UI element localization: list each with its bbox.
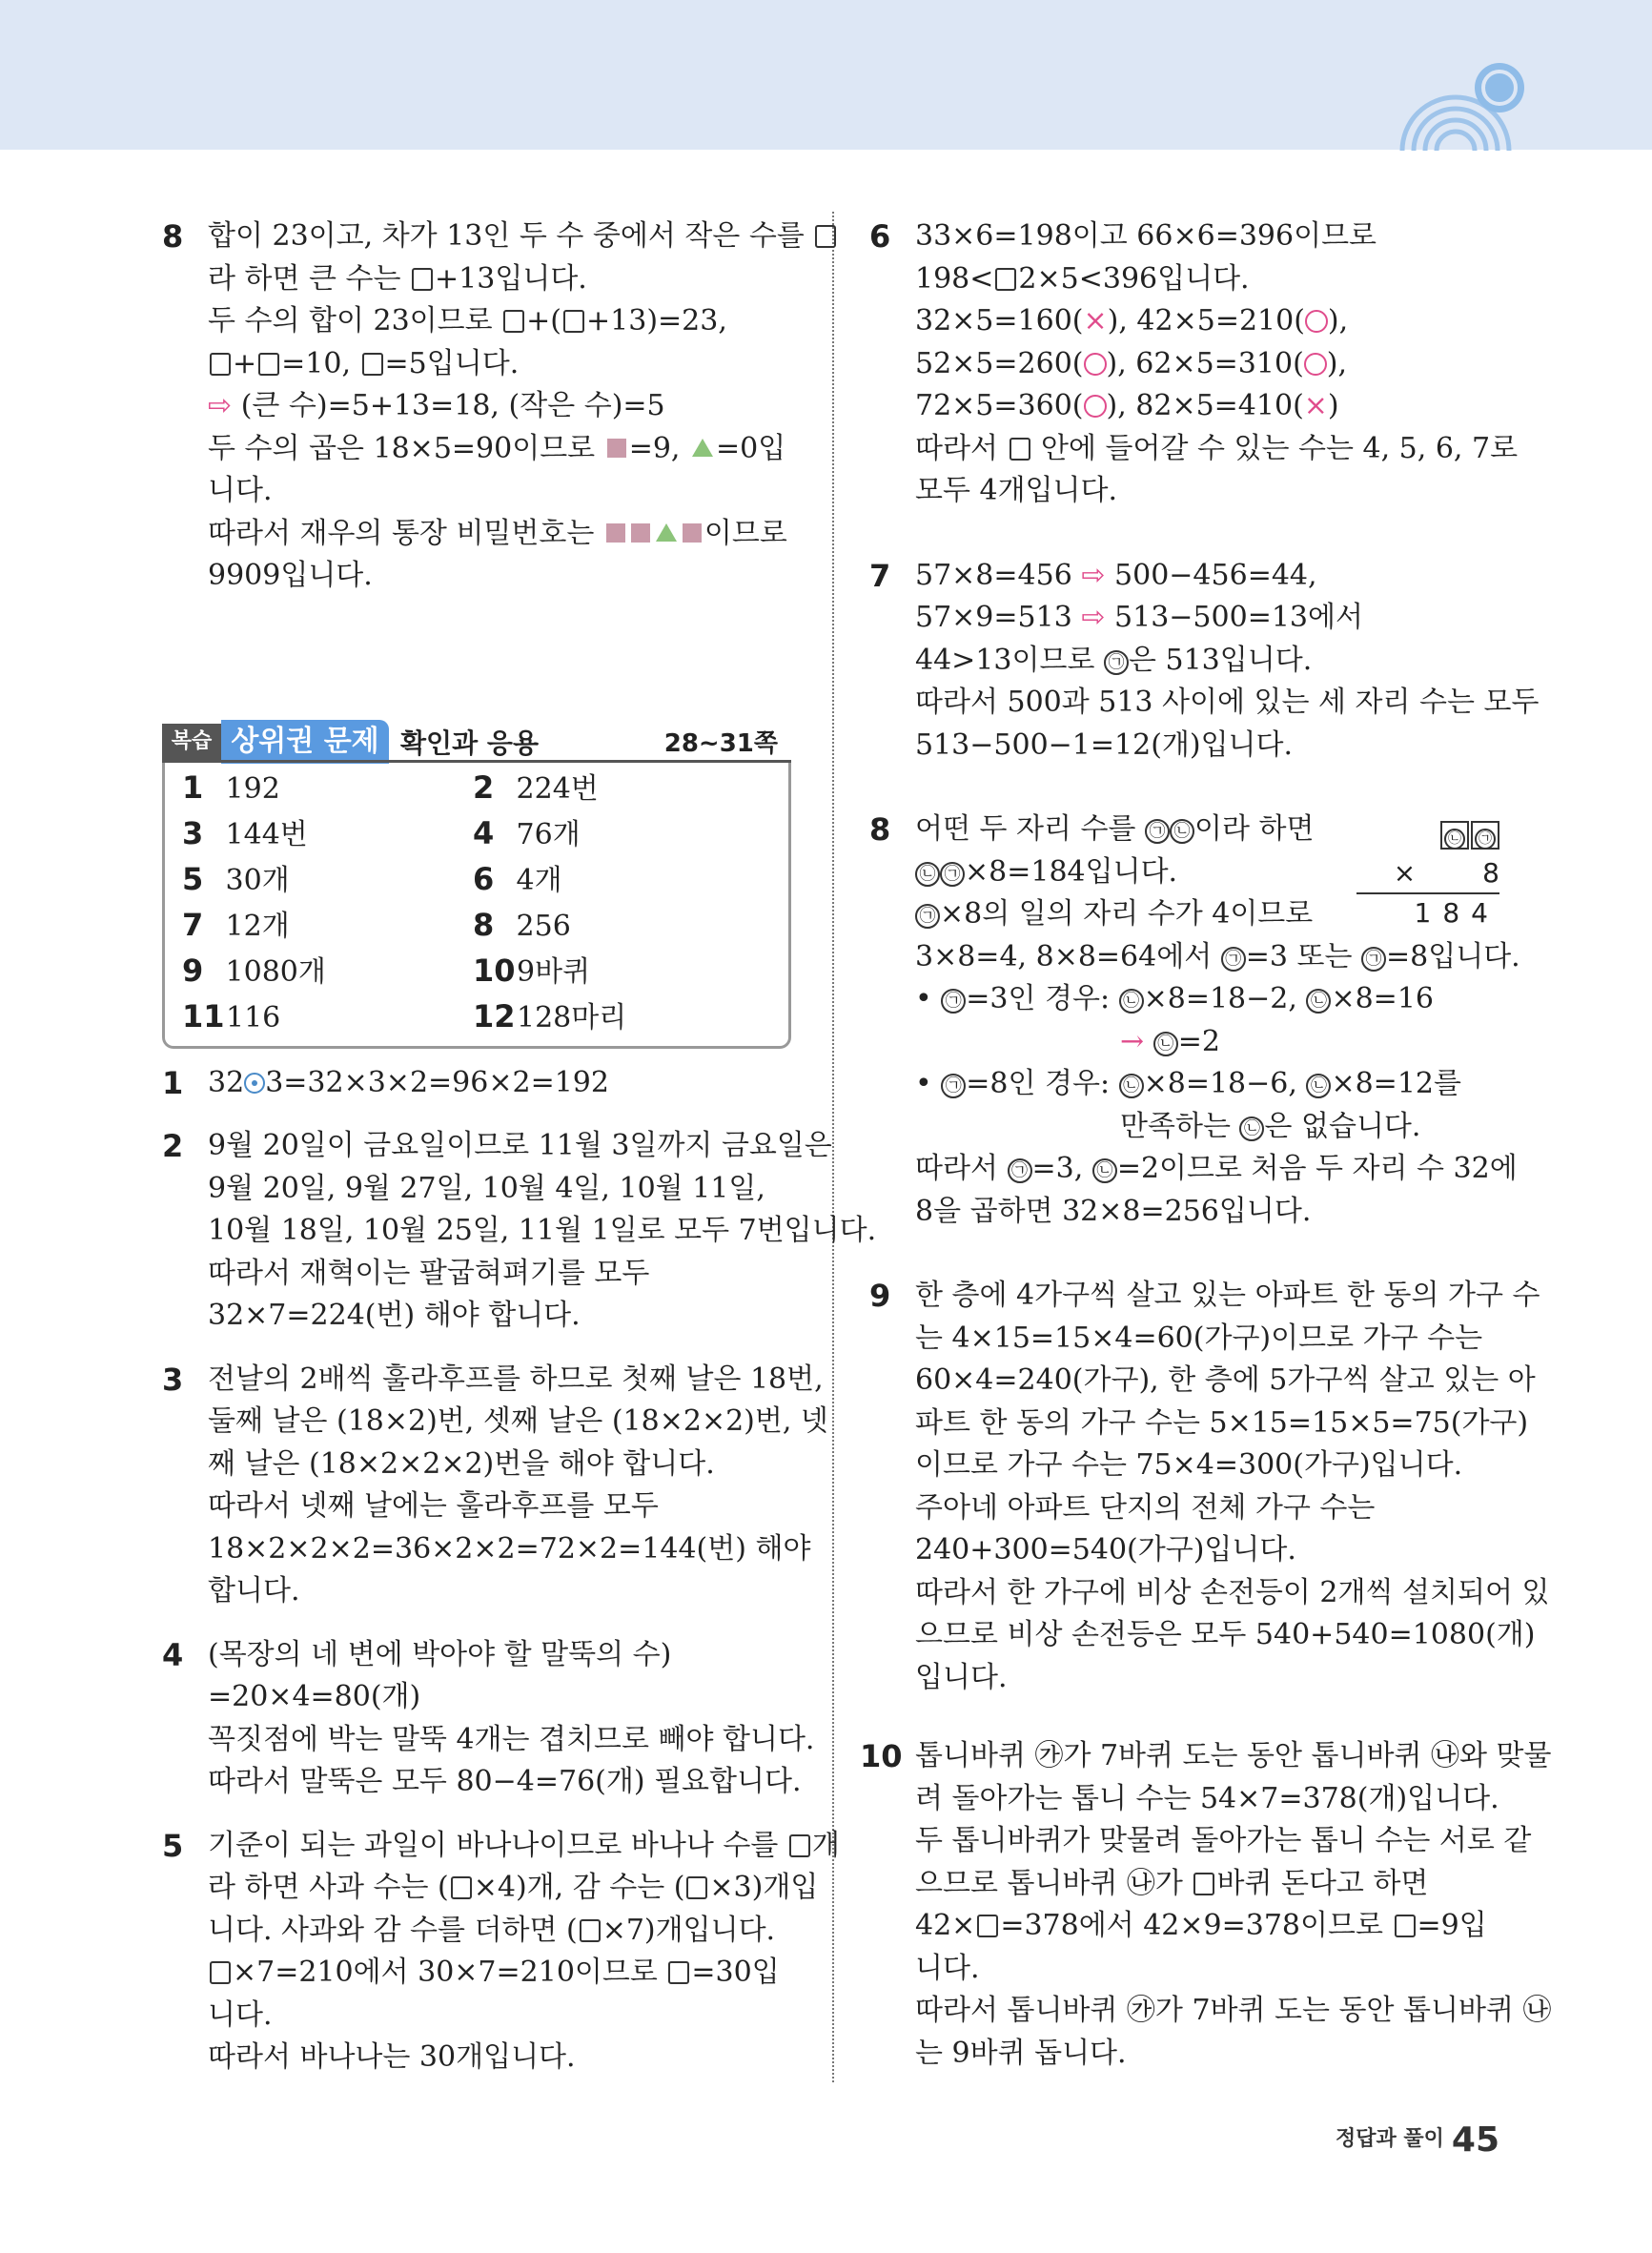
text: 10월 18일, 10월 25일, 11월 1일로 모두 7번입니다. [208, 1214, 877, 1247]
text: 따라서 [915, 431, 998, 465]
blank-box [1395, 1915, 1416, 1937]
circled-letter-icon: ㉠ [1145, 819, 1170, 844]
problem-number: 10 [860, 1738, 903, 1774]
text: =3 또는 [1245, 939, 1353, 973]
blank-box [503, 310, 524, 333]
right-column [860, 215, 1552, 2075]
text: +13)=23, [586, 304, 727, 338]
solution-7 [869, 555, 1540, 768]
solution-9 [869, 1275, 1550, 1699]
circled-letter-icon: ㉡ [1239, 1116, 1264, 1141]
text: =378에서 42×9=378이므로 [1000, 1909, 1383, 1942]
circled-letter-icon: ㉠ [1221, 947, 1246, 972]
answer-item: 5 30개 [182, 860, 290, 897]
text: 32×5=160( [915, 304, 1084, 338]
text: 513−500=13에서 [1114, 601, 1363, 634]
text: (큰 수)=5+13=18, (작은 수)=5 [240, 389, 665, 422]
text: 라 하면 큰 수는 [208, 261, 401, 296]
problem-number: 8 [162, 218, 184, 255]
text: =9, [628, 431, 681, 465]
correct-circle-icon [1305, 310, 1328, 333]
solution-1 [162, 1062, 796, 1105]
text: 째 날은 (18×2×2×2)번을 해야 합니다. [208, 1446, 715, 1481]
blank-box [412, 268, 433, 291]
text: 42× [915, 1909, 976, 1942]
text: 파트 한 동의 가구 수는 5×15=15×5=75(가구) [915, 1405, 1529, 1440]
arrow-icon: → [1120, 1024, 1145, 1058]
text: 만족하는 [1120, 1109, 1231, 1143]
circled-letter-icon: ㉡ [1119, 989, 1144, 1014]
solution-2 [162, 1125, 877, 1338]
digit-box [1440, 821, 1469, 850]
problem-number: 3 [162, 1361, 184, 1398]
text: =30입 [691, 1956, 780, 1989]
answer-item: 7 12개 [182, 906, 290, 943]
blank-box [789, 1834, 810, 1857]
text: 3×8=4, 8×8=64에서 [915, 939, 1213, 973]
text: ×8의 일의 자리 수가 4이므로 [940, 897, 1314, 931]
text: 44>13이므로 [915, 643, 1095, 677]
text: ×4)개, 감 수는 ( [473, 1871, 685, 1904]
solution-3 [162, 1359, 828, 1613]
text: 198< [915, 261, 994, 296]
text: 따라서 톱니바퀴 ㉮가 7바퀴 도는 동안 톱니바퀴 ㉯ [915, 1994, 1552, 2027]
blank-box [563, 310, 584, 333]
text: 따라서 넷째 날에는 훌라후프를 모두 [208, 1489, 659, 1523]
text: 32×7=224(번) 해야 합니다. [208, 1299, 581, 1332]
text: 32 [208, 1065, 245, 1099]
blank-box [668, 1961, 689, 1984]
text: 둘째 날은 (18×2)번, 셋째 날은 (18×2×2)번, 넷 [208, 1404, 828, 1438]
answer-item: 11116 [182, 997, 281, 1034]
answer-item: 2 224번 [473, 768, 599, 806]
text: + [233, 346, 257, 380]
text: 기준이 되는 과일이 바나나이므로 바나나 수를 [208, 1828, 779, 1862]
text: 이므로 [704, 516, 787, 550]
text: 3=32×3×2=96×2=192 [265, 1065, 609, 1099]
arrow-right-icon: ⇨ [208, 389, 233, 422]
text: ×8=184입니다. [965, 854, 1178, 889]
text: ) [1327, 389, 1339, 422]
circled-letter-icon: ㉠ [1475, 829, 1496, 850]
text: 꼭짓점에 박는 말뚝 4개는 겹치므로 빼야 합니다. [208, 1722, 815, 1756]
text: 따라서 [915, 1152, 998, 1185]
problem-number: 1 [162, 1064, 184, 1101]
answer-item: 1 192 [182, 768, 280, 806]
header-rule [162, 760, 791, 763]
footer-label: 정답과 풀이 [1335, 2127, 1444, 2151]
text: 으므로 톱니바퀴 ㉯가 [915, 1866, 1183, 1900]
text: 합니다. [208, 1574, 300, 1608]
text: 따라서 말뚝은 모두 80−4=76(개) 필요합니다. [208, 1765, 802, 1798]
text: × [1393, 857, 1417, 889]
bullet: • [915, 1067, 932, 1100]
column-divider [832, 212, 834, 2082]
blank-box [210, 353, 231, 376]
text: =5입니다. [384, 346, 520, 380]
text: 은 513입니다. [1128, 643, 1313, 677]
text: =9입 [1417, 1909, 1487, 1942]
text: 합이 23이고, 차가 13인 두 수 중에서 작은 수를 [208, 219, 805, 253]
text: =20×4=80(개) [208, 1680, 421, 1713]
text: 바퀴 돈다고 하면 [1216, 1866, 1429, 1900]
text: ×8=12를 [1331, 1067, 1461, 1100]
text: 개 [811, 1828, 840, 1862]
wrong-mark: × [1303, 389, 1328, 422]
answer-item: 3 144번 [182, 814, 308, 851]
text: 52×5=260( [915, 346, 1084, 380]
page-number: 45 [1451, 2120, 1499, 2160]
text: 두 톱니바퀴가 맞물려 돌아가는 톱니 수는 서로 같 [915, 1824, 1532, 1857]
text: =8입니다. [1386, 939, 1520, 973]
text: 184 [1414, 897, 1499, 929]
text: 니다. [208, 1997, 273, 2032]
text: ×8=18−2, [1143, 982, 1297, 1015]
review-badge: 복습 [162, 724, 221, 760]
text: 8을 곱하면 32×8=256입니다. [915, 1194, 1312, 1228]
text: 라 하면 사과 수는 ( [208, 1871, 449, 1904]
left-column [162, 215, 877, 2079]
circled-letter-icon: ㉡ [1119, 1074, 1144, 1098]
text: 따라서 바나나는 30개입니다. [208, 2040, 576, 2074]
solution-6 [869, 215, 1519, 513]
text: 한 층에 4가구씩 살고 있는 아파트 한 동의 가구 수 [915, 1279, 1540, 1312]
text: 따라서 500과 513 사이에 있는 세 자리 수는 모두 [915, 686, 1540, 719]
text: 72×5=360( [915, 389, 1084, 422]
problem-number: 6 [869, 218, 891, 255]
green-triangle-icon [656, 523, 677, 542]
text: 이라 하면 [1194, 812, 1315, 846]
section-title: 상위권 문제 [221, 720, 389, 764]
wrong-mark: × [1083, 304, 1108, 338]
text: 240+300=540(가구)입니다. [915, 1533, 1296, 1567]
arrow-right-icon: ⇨ [1081, 558, 1106, 592]
green-triangle-icon [692, 439, 713, 457]
text: +13입니다. [435, 261, 587, 296]
circled-letter-icon: ㉡ [1444, 829, 1465, 850]
text: 니다. [915, 1951, 980, 1985]
correct-circle-icon [1084, 353, 1107, 376]
text: =8인 경우: [966, 1067, 1111, 1100]
text: 513−500−1=12(개)입니다. [915, 727, 1294, 762]
text: 9월 20일이 금요일이므로 11월 3일까지 금요일은 [208, 1129, 832, 1162]
problem-number: 2 [162, 1128, 184, 1164]
text: =10, [281, 346, 351, 380]
solution-8 [869, 809, 1520, 1233]
text: 따라서 한 가구에 비상 손전등이 2개씩 설치되어 있 [915, 1575, 1550, 1609]
text: =3인 경우: [966, 982, 1111, 1015]
text: ), 82×5=410( [1106, 389, 1304, 422]
top-band [0, 0, 1652, 150]
circled-letter-icon: ㉠ [915, 904, 940, 929]
pink-square-icon [607, 439, 626, 458]
problem-number: 5 [162, 1827, 184, 1864]
correct-circle-icon [1304, 353, 1327, 376]
text: 모두 4개입니다. [915, 474, 1118, 507]
text: ×7=210에서 30×7=210이므로 [233, 1956, 658, 1989]
circled-letter-icon: ㉡ [915, 862, 940, 887]
digit-box [1471, 821, 1499, 850]
text: 8 [1482, 857, 1499, 889]
answer-item: 6 4개 [473, 860, 562, 897]
text: 으므로 비상 손전등은 모두 540+540=1080(개) [915, 1618, 1536, 1651]
problem-number: 7 [869, 557, 891, 594]
text: 500−456=44, [1114, 558, 1317, 592]
solution-4 [162, 1634, 815, 1804]
text: 두 수의 곱은 18×5=90이므로 [208, 431, 596, 465]
problem-number: 4 [162, 1636, 184, 1673]
blank-box [1193, 1873, 1214, 1895]
solution-5 [162, 1825, 840, 2079]
circled-letter-icon: ㉠ [941, 1074, 966, 1098]
answer-grid [162, 762, 791, 1049]
circled-letter-icon: ㉡ [1153, 1032, 1178, 1056]
text: 18×2×2×2=36×2×2=72×2=144(번) 해야 [208, 1531, 811, 1566]
circled-letter-icon: ㉡ [1306, 989, 1331, 1014]
text: 어떤 두 자리 수를 [915, 812, 1136, 846]
text: 려 돌아가는 톱니 수는 54×7=378(개)입니다. [915, 1781, 1499, 1815]
section-header [162, 724, 791, 762]
text: 60×4=240(가구), 한 층에 5가구씩 살고 있는 아 [915, 1363, 1536, 1397]
page-footer [1336, 2120, 1499, 2160]
concentric-circles-decoration [1395, 55, 1528, 151]
text: ), [1327, 304, 1349, 338]
problem-number: 9 [869, 1278, 891, 1314]
text: =2 [1177, 1024, 1220, 1058]
blank-box [210, 1961, 231, 1984]
text: =0입 [716, 431, 786, 465]
text: 는 9바퀴 돕니다. [915, 2036, 1127, 2070]
blank-box [995, 268, 1016, 291]
text: 니다. 사과와 감 수를 더하면 ( [208, 1913, 578, 1947]
text: 두 수의 합이 23이므로 [208, 304, 493, 338]
text: 57×9=513 [915, 601, 1072, 634]
text: 9월 20일, 9월 27일, 10월 4일, 10월 11일, [208, 1171, 765, 1205]
problem-8-solution [162, 215, 805, 598]
answer-item: 109바퀴 [473, 952, 591, 989]
bullet: • [915, 982, 932, 1015]
answer-item: 12128마리 [473, 997, 627, 1034]
blank-box [451, 1876, 472, 1899]
operator-circle-icon [244, 1073, 265, 1094]
page-range: 28~31쪽 [663, 728, 778, 758]
circled-letter-icon: ㉠ [940, 862, 965, 887]
circled-letter-icon: ㉠ [1361, 947, 1386, 972]
answer-item: 9 1080개 [182, 952, 326, 989]
text: ×3)개입 [709, 1871, 819, 1904]
circled-letter-icon: ㉡ [1092, 1158, 1117, 1183]
text: +( [526, 304, 562, 338]
text: 이므로 가구 수는 75×4=300(가구)입니다. [915, 1448, 1463, 1482]
text: 전날의 2배씩 훌라후프를 하므로 첫째 날은 18번, [208, 1362, 824, 1396]
text: ×8=18−6, [1143, 1067, 1297, 1100]
blank-box [580, 1919, 601, 1942]
blank-box [362, 353, 383, 376]
section-subtitle: 확인과 응용 [400, 727, 539, 759]
text: =3, [1031, 1152, 1084, 1185]
text: ), 62×5=310( [1106, 346, 1304, 380]
circled-letter-icon: ㉡ [1170, 819, 1194, 844]
text: 따라서 재혁이는 팔굽혀펴기를 모두 [208, 1256, 650, 1290]
text: 안에 들어갈 수 있는 수는 4, 5, 6, 7로 [1041, 431, 1519, 465]
text: ), 42×5=210( [1107, 304, 1305, 338]
text: ×8=16 [1331, 982, 1434, 1015]
blank-box [1010, 438, 1030, 461]
circled-letter-icon: ㉠ [1104, 650, 1129, 675]
blank-box [977, 1915, 998, 1937]
blank-box [258, 353, 279, 376]
pink-square-icon [606, 523, 625, 543]
arrow-right-icon: ⇨ [1081, 601, 1106, 634]
pink-square-icon [631, 523, 650, 543]
multiplication-layout [1356, 816, 1499, 932]
blank-box [815, 225, 836, 248]
text: 니다. [208, 474, 273, 507]
text: =2이므로 처음 두 자리 수 32에 [1116, 1152, 1518, 1185]
text: 입니다. [915, 1660, 1008, 1694]
correct-circle-icon [1084, 395, 1107, 418]
blank-box [686, 1876, 707, 1899]
circled-letter-icon: ㉡ [1306, 1074, 1331, 1098]
problem-number: 8 [869, 811, 891, 848]
circled-letter-icon: ㉠ [941, 989, 966, 1014]
text: 2×5<396입니다. [1018, 261, 1250, 296]
text: (목장의 네 변에 박아야 할 말뚝의 수) [208, 1637, 672, 1671]
text: 톱니바퀴 ㉮가 7바퀴 도는 동안 톱니바퀴 ㉯와 맞물 [915, 1739, 1552, 1772]
text: 주아네 아파트 단지의 전체 가구 수는 [915, 1490, 1376, 1525]
text: 는 4×15=15×4=60(가구)이므로 가구 수는 [915, 1321, 1483, 1355]
text: ), [1326, 346, 1348, 380]
text: 9909입니다. [208, 559, 373, 592]
text: 따라서 재우의 통장 비밀번호는 [208, 516, 595, 550]
text: 33×6=198이고 66×6=396이므로 [915, 219, 1377, 253]
text: ×7)개입니다. [602, 1913, 776, 1947]
circled-letter-icon: ㉠ [1008, 1158, 1032, 1183]
text: 57×8=456 [915, 558, 1072, 592]
text: 은 없습니다. [1264, 1109, 1421, 1143]
answer-item: 4 76개 [473, 814, 581, 851]
pink-square-icon [683, 523, 702, 543]
answer-item: 8 256 [473, 906, 571, 943]
solution-10 [860, 1735, 1552, 2075]
